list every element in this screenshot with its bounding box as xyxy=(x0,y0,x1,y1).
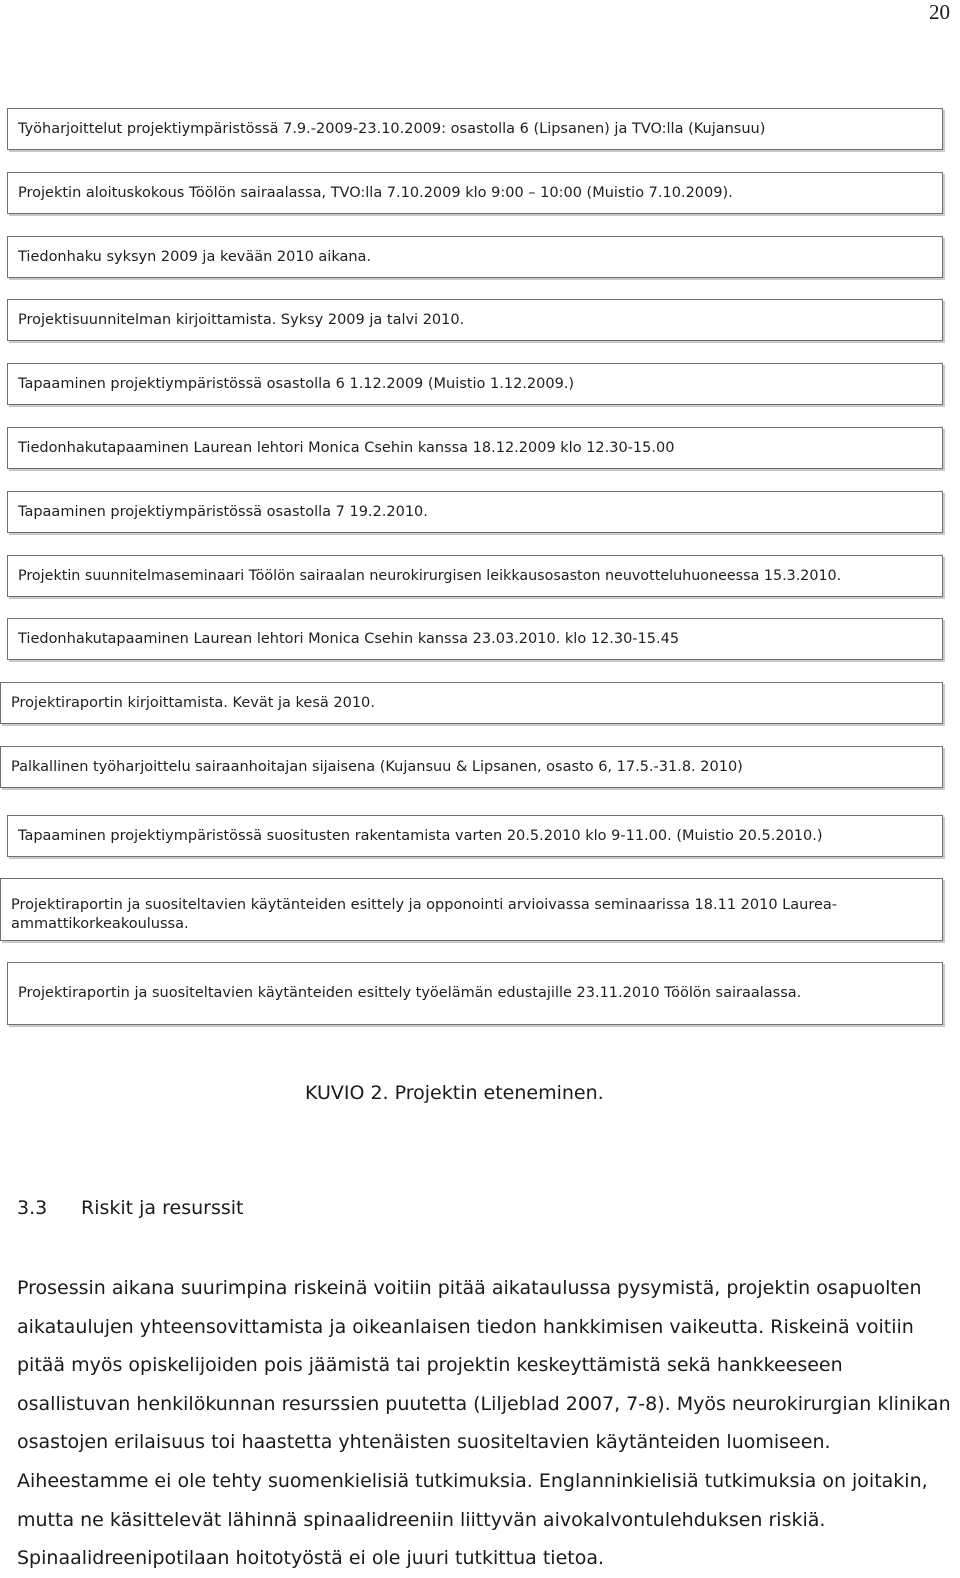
timeline-box: Työharjoittelut projektiympäristössä 7.9.-2009-23.10.2009: osastolla 6 (Lipsanen) ja TVO:lla (Kujansuu) xyxy=(7,108,943,150)
section-heading xyxy=(17,1196,243,1220)
timeline-box: Projektin aloituskokous Töölön sairaalassa, TVO:lla 7.10.2009 klo 9:00 – 10:00 (Muistio 7.10.2009). xyxy=(7,172,943,214)
timeline-box: Projektisuunnitelman kirjoittamista. Syksy 2009 ja talvi 2010. xyxy=(7,299,943,341)
timeline-box: Tapaaminen projektiympäristössä osastolla 7 19.2.2010. xyxy=(7,491,943,533)
timeline-box: Tapaaminen projektiympäristössä suositusten rakentamista varten 20.5.2010 klo 9-11.00. (Muistio 20.5.2010.) xyxy=(7,815,943,857)
timeline-box: Projektiraportin ja suositeltavien käytänteiden esittely ja opponointi arvioivassa seminaarissa 18.11 2010 Laurea-ammattikorkeakoulussa. xyxy=(0,878,943,941)
section-number: 3.3 xyxy=(17,1197,48,1219)
timeline-box: Projektiraportin ja suositeltavien käytänteiden esittely työelämän edustajille 23.11.2010 Töölön sairaalassa. xyxy=(7,962,943,1025)
timeline-box: Projektin suunnitelmaseminaari Töölön sairaalan neurokirurgisen leikkausosaston neuvotteluhuoneessa 15.3.2010. xyxy=(7,555,943,597)
timeline-box: Palkallinen työharjoittelu sairaanhoitajan sijaisena (Kujansuu & Lipsanen, osasto 6, 17.5.-31.8. 2010) xyxy=(0,746,943,788)
timeline-box: Projektiraportin kirjoittamista. Kevät ja kesä 2010. xyxy=(0,682,943,724)
figure-caption: KUVIO 2. Projektin eteneminen. xyxy=(305,1082,604,1104)
timeline-box: Tiedonhakutapaaminen Laurean lehtori Monica Csehin kanssa 18.12.2009 klo 12.30-15.00 xyxy=(7,427,943,469)
timeline-box: Tiedonhakutapaaminen Laurean lehtori Monica Csehin kanssa 23.03.2010. klo 12.30-15.45 xyxy=(7,618,943,660)
timeline-box: Tiedonhaku syksyn 2009 ja kevään 2010 aikana. xyxy=(7,236,943,278)
section-title: Riskit ja resurssit xyxy=(81,1197,244,1219)
body-paragraph: Prosessin aikana suurimpina riskeinä voitiin pitää aikataulussa pysymistä, projektin osapuolten aikataulujen yhteensovittamista ja oikeanlaisen tiedon hankkimisen vaikeutta. Riskeinä voitiin pitää myös opiskelijoiden pois jäämistä tai projektin keskeyttämistä sekä hankkeeseen osallistuvan henkilökunnan resurssien puutetta (Liljeblad 2007, 7-8). Myös neurokirurgian klinikan osastojen erilaisuus toi haastetta yhtenäisten suositeltavien käytänteiden luomiseen. Aiheestamme ei ole tehty suomenkielisiä tutkimuksia. Englanninkielisiä tutkimuksia on joitakin, mutta ne käsittelevät lähinnä spinaalidreeniin liittyvän aivokalvontulehduksen riskiä. Spinaalidreenipotilaan hoitotyöstä ei ole juuri tutkittua tietoa. xyxy=(17,1277,951,1570)
timeline-box: Tapaaminen projektiympäristössä osastolla 6 1.12.2009 (Muistio 1.12.2009.) xyxy=(7,363,943,405)
page-number: 20 xyxy=(929,0,950,24)
